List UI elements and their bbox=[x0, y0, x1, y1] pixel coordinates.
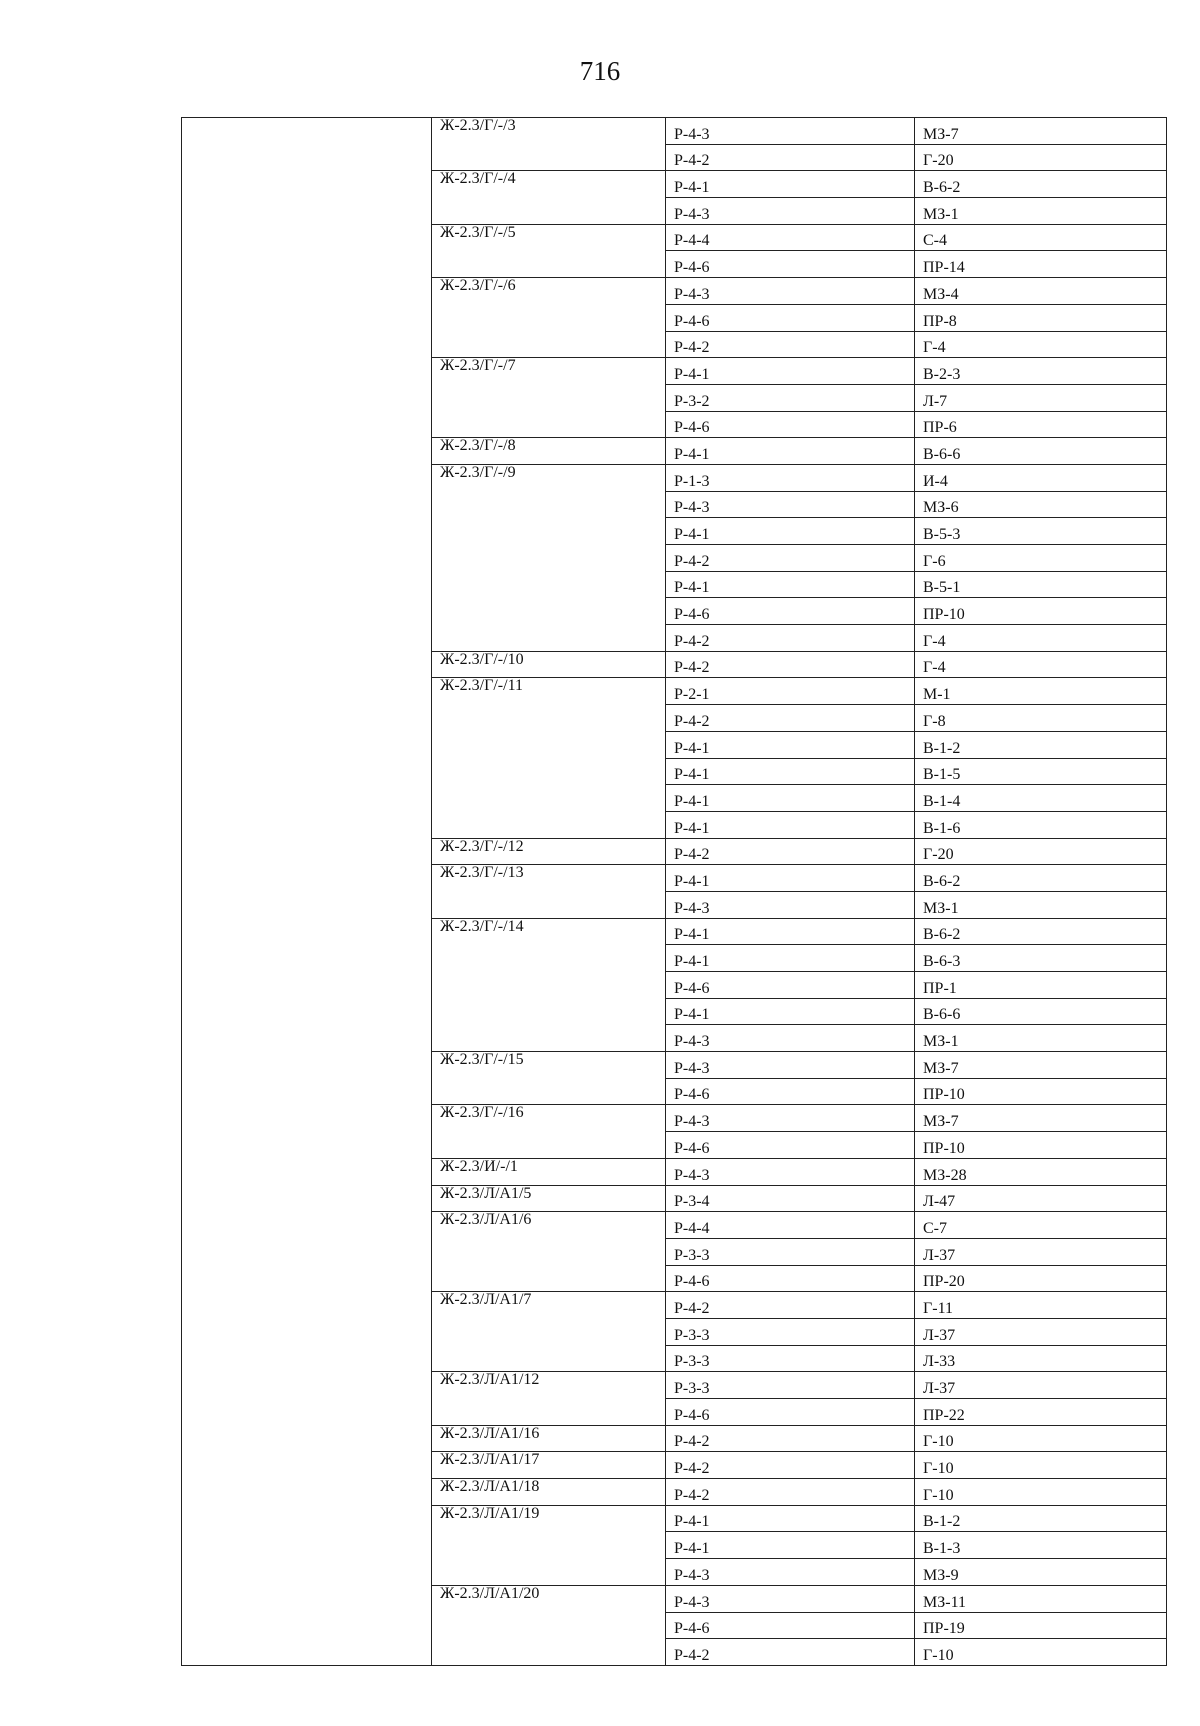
value-cell: В-1-5 bbox=[915, 758, 1167, 785]
group-id-cell: Ж-2.3/Г/-/3 bbox=[432, 118, 666, 171]
group-id-cell: Ж-2.3/Г/-/7 bbox=[432, 358, 666, 438]
code-cell: Р-4-3 bbox=[666, 118, 915, 145]
code-cell: Р-4-2 bbox=[666, 1452, 915, 1479]
value-cell: МЗ-7 bbox=[915, 1052, 1167, 1079]
value-cell: МЗ-11 bbox=[915, 1585, 1167, 1612]
value-cell: Г-10 bbox=[915, 1639, 1167, 1666]
group-id-cell: Ж-2.3/Г/-/6 bbox=[432, 278, 666, 358]
value-cell: Л-37 bbox=[915, 1238, 1167, 1265]
value-cell: В-5-1 bbox=[915, 571, 1167, 598]
value-cell: МЗ-28 bbox=[915, 1158, 1167, 1185]
value-cell: МЗ-6 bbox=[915, 491, 1167, 518]
code-cell: Р-4-1 bbox=[666, 918, 915, 945]
group-id-cell: Ж-2.3/Л/А1/16 bbox=[432, 1425, 666, 1452]
value-cell: Л-47 bbox=[915, 1185, 1167, 1212]
value-cell: ПР-20 bbox=[915, 1265, 1167, 1292]
code-cell: Р-4-2 bbox=[666, 331, 915, 358]
value-cell: МЗ-1 bbox=[915, 1025, 1167, 1052]
value-cell: Г-6 bbox=[915, 545, 1167, 572]
code-cell: Р-4-2 bbox=[666, 1639, 915, 1666]
value-cell: Г-4 bbox=[915, 651, 1167, 678]
code-cell: Р-4-6 bbox=[666, 411, 915, 438]
group-id-cell: Ж-2.3/Л/А1/5 bbox=[432, 1185, 666, 1212]
value-cell: Л-33 bbox=[915, 1345, 1167, 1372]
group-id-cell: Ж-2.3/Л/А1/20 bbox=[432, 1585, 666, 1665]
code-cell: Р-4-1 bbox=[666, 518, 915, 545]
code-cell: Р-3-2 bbox=[666, 384, 915, 411]
value-cell: В-6-3 bbox=[915, 945, 1167, 972]
value-cell: В-1-6 bbox=[915, 811, 1167, 838]
code-cell: Р-1-3 bbox=[666, 464, 915, 491]
table-row bbox=[182, 118, 1167, 145]
value-cell: ПР-8 bbox=[915, 304, 1167, 331]
value-cell: С-4 bbox=[915, 224, 1167, 251]
value-cell: Г-4 bbox=[915, 625, 1167, 652]
group-id-cell: Ж-2.3/Г/-/13 bbox=[432, 865, 666, 918]
code-cell: Р-3-3 bbox=[666, 1238, 915, 1265]
code-cell: Р-4-3 bbox=[666, 1105, 915, 1132]
value-cell: Г-11 bbox=[915, 1292, 1167, 1319]
code-cell: Р-4-3 bbox=[666, 1052, 915, 1079]
code-cell: Р-4-6 bbox=[666, 251, 915, 278]
code-cell: Р-4-3 bbox=[666, 491, 915, 518]
value-cell: МЗ-7 bbox=[915, 1105, 1167, 1132]
value-cell: Г-10 bbox=[915, 1425, 1167, 1452]
value-cell: Г-20 bbox=[915, 144, 1167, 171]
value-cell: МЗ-7 bbox=[915, 118, 1167, 145]
code-cell: Р-4-4 bbox=[666, 1212, 915, 1239]
code-cell: Р-4-2 bbox=[666, 1479, 915, 1506]
group-id-cell: Ж-2.3/Г/-/8 bbox=[432, 438, 666, 465]
group-id-cell: Ж-2.3/Л/А1/12 bbox=[432, 1372, 666, 1425]
code-cell: Р-4-1 bbox=[666, 1505, 915, 1532]
table-body bbox=[182, 118, 1167, 1666]
code-cell: Р-4-4 bbox=[666, 224, 915, 251]
value-cell: ПР-19 bbox=[915, 1612, 1167, 1639]
code-cell: Р-3-4 bbox=[666, 1185, 915, 1212]
code-cell: Р-4-1 bbox=[666, 171, 915, 198]
code-cell: Р-4-1 bbox=[666, 758, 915, 785]
code-cell: Р-4-6 bbox=[666, 598, 915, 625]
group-id-cell: Ж-2.3/Л/А1/7 bbox=[432, 1292, 666, 1372]
code-cell: Р-4-1 bbox=[666, 358, 915, 385]
group-id-cell: Ж-2.3/Г/-/10 bbox=[432, 651, 666, 678]
code-cell: Р-4-3 bbox=[666, 891, 915, 918]
value-cell: МЗ-1 bbox=[915, 198, 1167, 225]
group-id-cell: Ж-2.3/Г/-/12 bbox=[432, 838, 666, 865]
code-cell: Р-4-2 bbox=[666, 625, 915, 652]
page-number: 716 bbox=[579, 56, 621, 86]
group-id-cell: Ж-2.3/Г/-/15 bbox=[432, 1052, 666, 1105]
code-cell: Р-4-2 bbox=[666, 1292, 915, 1319]
code-cell: Р-4-1 bbox=[666, 438, 915, 465]
value-cell: В-6-2 bbox=[915, 865, 1167, 892]
value-cell: Г-4 bbox=[915, 331, 1167, 358]
group-id-cell: Ж-2.3/Л/А1/19 bbox=[432, 1505, 666, 1585]
group-id-cell: Ж-2.3/Г/-/4 bbox=[432, 171, 666, 224]
value-cell: В-6-2 bbox=[915, 171, 1167, 198]
value-cell: В-5-3 bbox=[915, 518, 1167, 545]
code-cell: Р-3-3 bbox=[666, 1345, 915, 1372]
code-cell: Р-4-1 bbox=[666, 865, 915, 892]
group-id-cell: Ж-2.3/Л/А1/18 bbox=[432, 1479, 666, 1506]
code-cell: Р-4-6 bbox=[666, 1132, 915, 1159]
code-cell: Р-4-1 bbox=[666, 731, 915, 758]
group-id-cell: Ж-2.3/Г/-/16 bbox=[432, 1105, 666, 1158]
code-cell: Р-4-6 bbox=[666, 304, 915, 331]
code-cell: Р-4-1 bbox=[666, 998, 915, 1025]
value-cell: ПР-10 bbox=[915, 1132, 1167, 1159]
value-cell: Г-10 bbox=[915, 1479, 1167, 1506]
code-cell: Р-3-3 bbox=[666, 1318, 915, 1345]
code-cell: Р-2-1 bbox=[666, 678, 915, 705]
code-cell: Р-4-3 bbox=[666, 1025, 915, 1052]
code-cell: Р-4-6 bbox=[666, 1612, 915, 1639]
code-cell: Р-4-1 bbox=[666, 945, 915, 972]
value-cell: МЗ-4 bbox=[915, 278, 1167, 305]
group-id-cell: Ж-2.3/И/-/1 bbox=[432, 1158, 666, 1185]
value-cell: В-6-2 bbox=[915, 918, 1167, 945]
code-cell: Р-4-2 bbox=[666, 1425, 915, 1452]
value-cell: ПР-1 bbox=[915, 972, 1167, 999]
value-cell: В-2-3 bbox=[915, 358, 1167, 385]
value-cell: Г-8 bbox=[915, 705, 1167, 732]
code-cell: Р-4-3 bbox=[666, 278, 915, 305]
value-cell: Г-10 bbox=[915, 1452, 1167, 1479]
value-cell: ПР-10 bbox=[915, 1078, 1167, 1105]
value-cell: ПР-10 bbox=[915, 598, 1167, 625]
value-cell: МЗ-9 bbox=[915, 1559, 1167, 1586]
value-cell: В-6-6 bbox=[915, 998, 1167, 1025]
value-cell: Л-37 bbox=[915, 1372, 1167, 1399]
value-cell: Г-20 bbox=[915, 838, 1167, 865]
code-cell: Р-4-6 bbox=[666, 1265, 915, 1292]
code-cell: Р-4-1 bbox=[666, 1532, 915, 1559]
value-cell: М-1 bbox=[915, 678, 1167, 705]
data-table bbox=[181, 117, 1167, 1666]
value-cell: В-6-6 bbox=[915, 438, 1167, 465]
empty-first-column bbox=[182, 118, 432, 1666]
code-cell: Р-4-1 bbox=[666, 785, 915, 812]
code-cell: Р-4-3 bbox=[666, 1158, 915, 1185]
value-cell: В-1-2 bbox=[915, 1505, 1167, 1532]
code-cell: Р-4-1 bbox=[666, 811, 915, 838]
code-cell: Р-4-2 bbox=[666, 651, 915, 678]
value-cell: В-1-2 bbox=[915, 731, 1167, 758]
code-cell: Р-4-6 bbox=[666, 1399, 915, 1426]
group-id-cell: Ж-2.3/Л/А1/6 bbox=[432, 1212, 666, 1292]
group-id-cell: Ж-2.3/Г/-/11 bbox=[432, 678, 666, 838]
value-cell: В-1-4 bbox=[915, 785, 1167, 812]
code-cell: Р-4-2 bbox=[666, 144, 915, 171]
group-id-cell: Ж-2.3/Г/-/9 bbox=[432, 464, 666, 651]
value-cell: Л-37 bbox=[915, 1318, 1167, 1345]
value-cell: В-1-3 bbox=[915, 1532, 1167, 1559]
value-cell: ПР-22 bbox=[915, 1399, 1167, 1426]
value-cell: Л-7 bbox=[915, 384, 1167, 411]
code-cell: Р-4-6 bbox=[666, 972, 915, 999]
value-cell: ПР-6 bbox=[915, 411, 1167, 438]
value-cell: МЗ-1 bbox=[915, 891, 1167, 918]
code-cell: Р-4-6 bbox=[666, 1078, 915, 1105]
code-cell: Р-4-3 bbox=[666, 1585, 915, 1612]
code-cell: Р-4-2 bbox=[666, 545, 915, 572]
code-cell: Р-3-3 bbox=[666, 1372, 915, 1399]
code-cell: Р-4-3 bbox=[666, 198, 915, 225]
code-cell: Р-4-2 bbox=[666, 838, 915, 865]
group-id-cell: Ж-2.3/Г/-/5 bbox=[432, 224, 666, 277]
value-cell: ПР-14 bbox=[915, 251, 1167, 278]
value-cell: С-7 bbox=[915, 1212, 1167, 1239]
group-id-cell: Ж-2.3/Г/-/14 bbox=[432, 918, 666, 1051]
code-cell: Р-4-1 bbox=[666, 571, 915, 598]
code-cell: Р-4-2 bbox=[666, 705, 915, 732]
group-id-cell: Ж-2.3/Л/А1/17 bbox=[432, 1452, 666, 1479]
value-cell: И-4 bbox=[915, 464, 1167, 491]
code-cell: Р-4-3 bbox=[666, 1559, 915, 1586]
